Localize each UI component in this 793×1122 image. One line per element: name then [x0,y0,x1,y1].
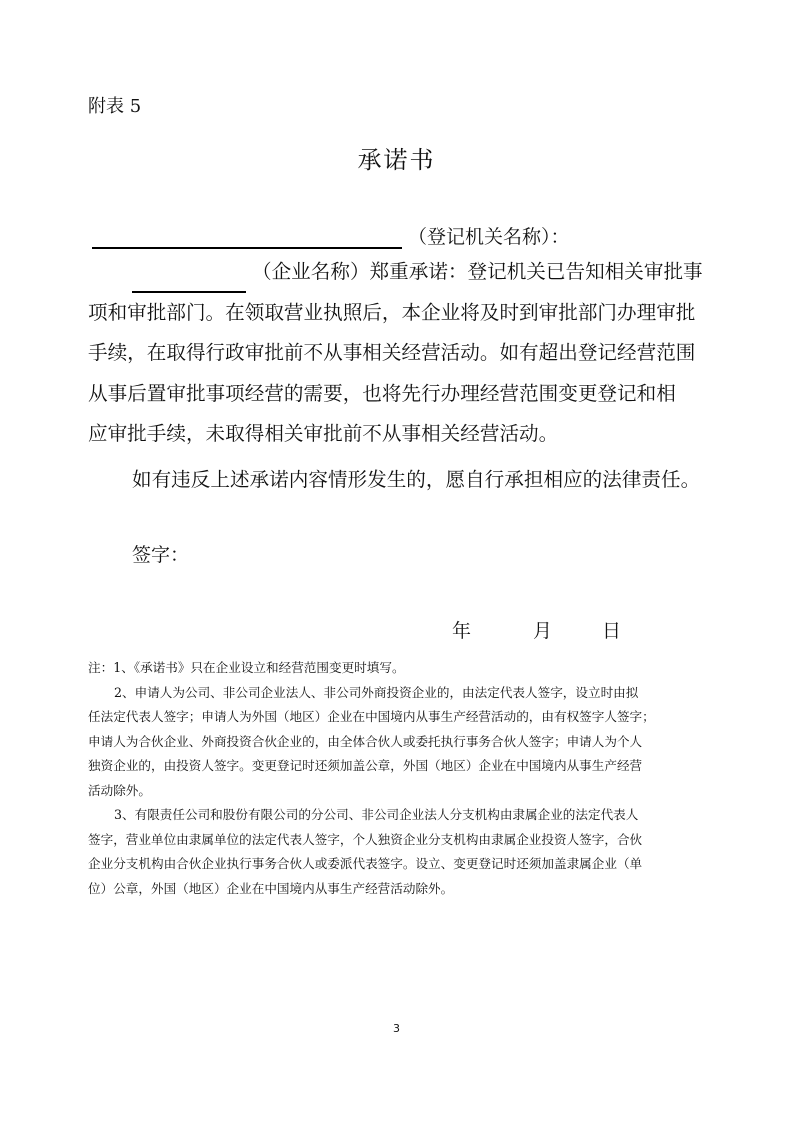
note-line: 申请人为合伙企业、外商投资合伙企业的，由全体合伙人或委托执行事务合伙人签字；申请人为个人 [88,733,643,749]
note-line: 签字，营业单位由隶属单位的法定代表人签字，个人独资企业分支机构由隶属企业投资人签字，合伙 [88,831,643,847]
note-line: 2、申请人为公司、非公司企业法人、非公司外商投资企业的，由法定代表人签字，设立时由拟 [114,684,639,700]
note-line: 3、有限责任公司和股份有限公司的分公司、非公司企业法人分支机构由隶属企业的法定代表人 [114,807,639,822]
notes-section [88,656,728,901]
date-day-label: 日 [602,620,622,642]
appendix-label: 附表 5 [88,96,142,117]
note-line: 企业分支机构由合伙企业执行事务合伙人或委派代表签字。设立、变更登记时还须加盖隶属企业（单 [88,856,643,871]
date-year-label: 年 [452,620,472,642]
addressee-line [92,222,570,249]
addressee-suffix: （登记机关名称）： [408,226,570,248]
paragraph-line [88,252,728,293]
document-title: 承诺书 [357,146,436,174]
signature-label: 签字： [132,544,190,566]
paragraph-line: 应审批手续，未取得相关审批前不从事相关经营活动。 [88,422,559,445]
date-month-label: 月 [533,620,553,642]
note-line: 位）公章，外国（地区）企业在中国境内从事生产经营活动除外。 [88,880,454,896]
page-number: 3 [393,1022,400,1035]
note-line: 注：1、《承诺书》只在企业设立和经营范围变更时填写。 [88,660,405,675]
paragraph-line-text: （企业名称）郑重承诺：登记机关已告知相关审批事 [252,260,703,283]
commitment-paragraph [88,252,728,455]
registration-authority-blank[interactable] [92,227,402,249]
liability-paragraph: 如有违反上述承诺内容情形发生的，愿自行承担相应的法律责任。 [132,468,701,491]
paragraph-line: 从事后置审批事项经营的需要，也将先行办理经营范围变更登记和相 [88,381,676,405]
paragraph-line: 项和审批部门。在领取营业执照后，本企业将及时到审批部门办理审批 [88,300,696,324]
note-line: 活动除外。 [88,782,151,798]
note-line: 独资企业的，由投资人签字。变更登记时还须加盖公章，外国（地区）企业在中国境内从事生产经营 [88,758,643,773]
company-name-blank[interactable] [132,271,246,293]
paragraph-line: 手续，在取得行政审批前不从事相关经营活动。如有超出登记经营范围 [88,341,696,364]
note-line: 任法定代表人签字；申请人为外国（地区）企业在中国境内从事生产经营活动的，由有权签字人签字； [88,709,655,724]
